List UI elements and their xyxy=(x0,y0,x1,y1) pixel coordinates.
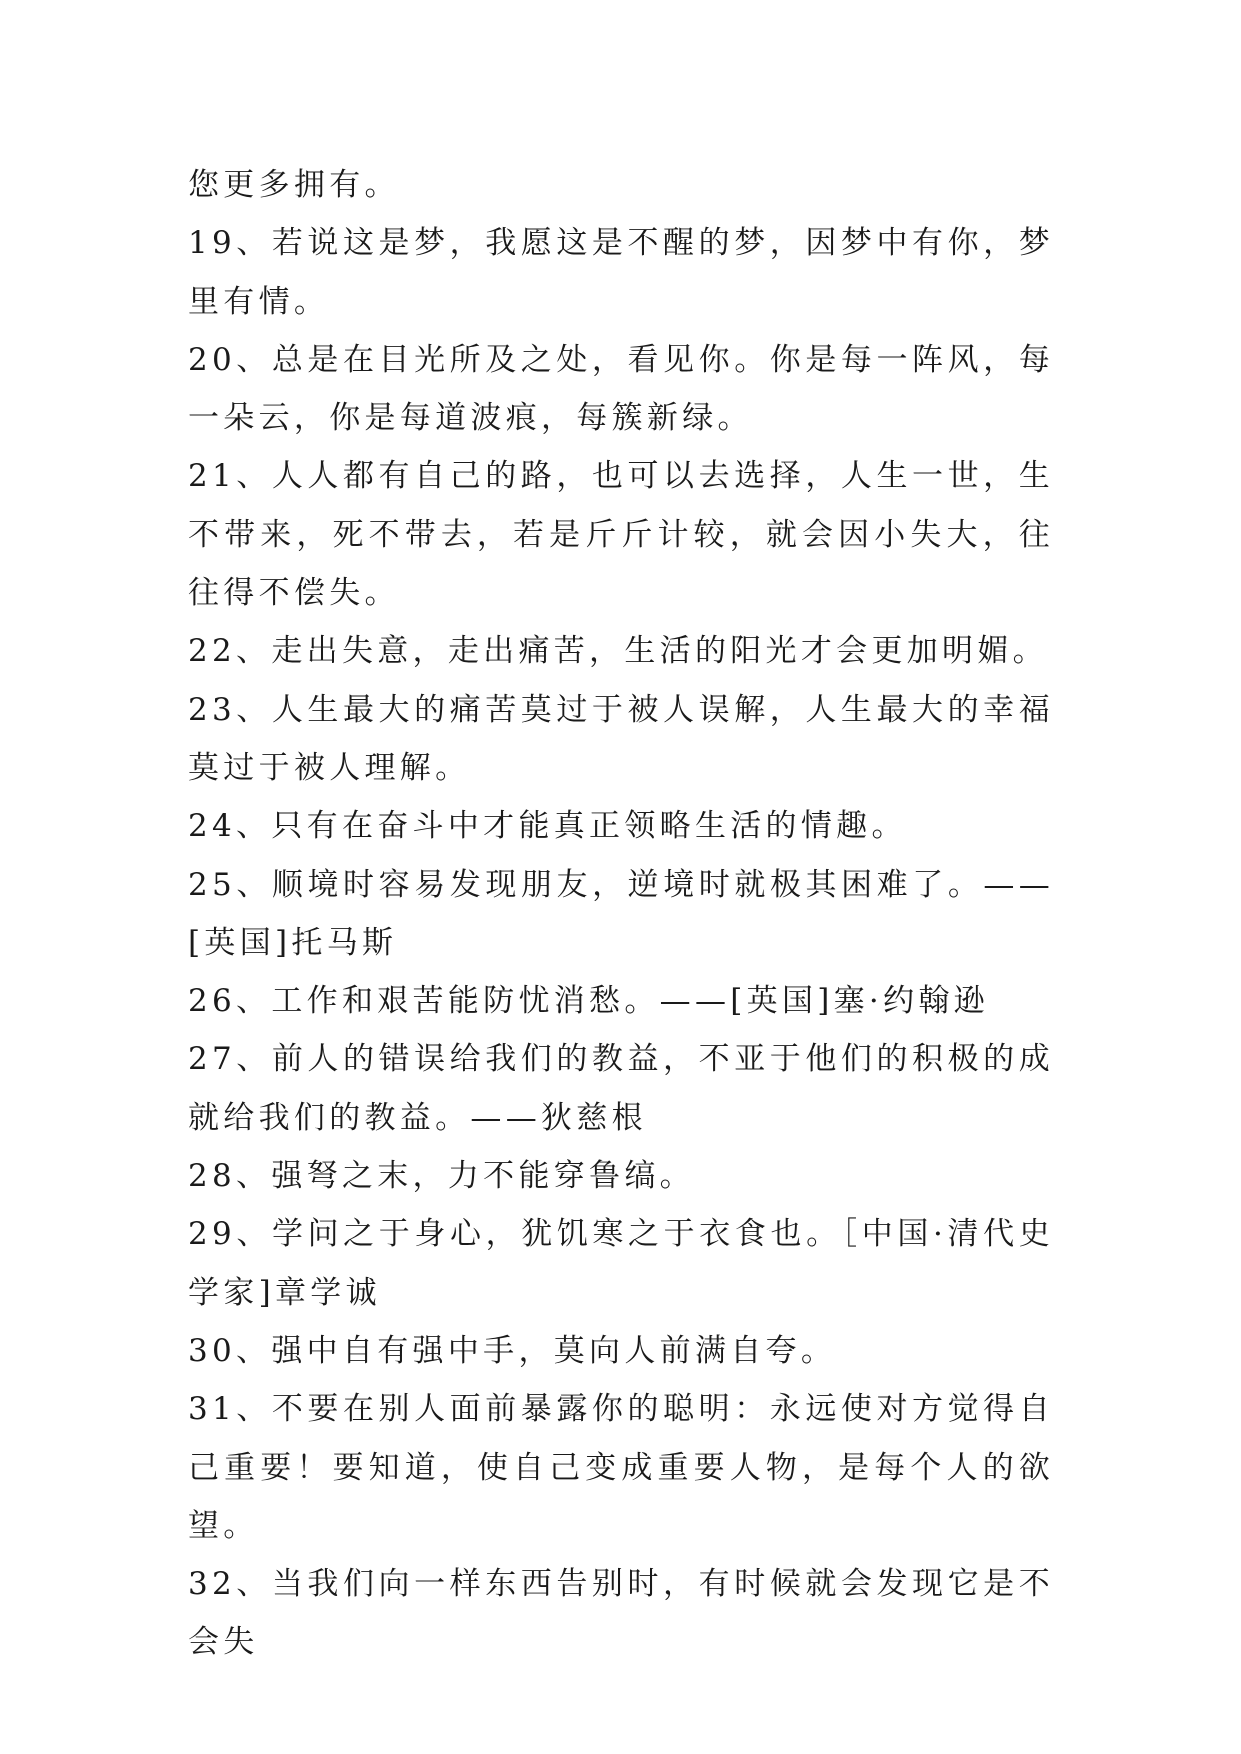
paragraph-quote-21: 21、人人都有自己的路，也可以去选择，人生一世，生不带来，死不带去，若是斤斤计较，就会因小失大，往往得不偿失。 xyxy=(188,458,1054,612)
paragraph-quote-26: 26、工作和艰苦能防忧消愁。——[英国]塞·约翰逊 xyxy=(188,983,989,1020)
text-body xyxy=(188,156,1054,1672)
paragraph-quote-29: 29、学问之于身心，犹饥寒之于衣食也。［中国·清代史学家]章学诚 xyxy=(188,1216,1054,1311)
paragraph-quote-31: 31、不要在别人面前暴露你的聪明：永远使对方觉得自己重要！要知道，使自己变成重要人物，是每个人的欲望。 xyxy=(188,1391,1054,1544)
paragraph-quote-24: 24、只有在奋斗中才能真正领略生活的情趣。 xyxy=(188,808,907,845)
paragraph-quote-27: 27、前人的错误给我们的教益，不亚于他们的积极的成就给我们的教益。——狄慈根 xyxy=(188,1041,1054,1136)
paragraph-quote-25: 25、顺境时容易发现朋友，逆境时就极其困难了。——[英国]托马斯 xyxy=(188,866,1054,961)
paragraph-quote-30: 30、强中自有强中手，莫向人前满自夸。 xyxy=(188,1332,837,1369)
paragraph-quote-32: 32、当我们向一样东西告别时，有时候就会发现它是不会失 xyxy=(188,1566,1054,1661)
paragraph-quote-28: 28、强弩之末，力不能穿鲁缟。 xyxy=(188,1158,695,1195)
paragraph-quote-20: 20、总是在目光所及之处，看见你。你是每一阵风，每一朵云，你是每道波痕，每簇新绿。 xyxy=(188,341,1054,437)
paragraph-quote-22: 22、走出失意，走出痛苦，生活的阳光才会更加明媚。 xyxy=(188,633,1048,670)
paragraph-continuation: 您更多拥有。 xyxy=(188,167,400,203)
paragraph-quote-23: 23、人生最大的痛苦莫过于被人误解，人生最大的幸福莫过于被人理解。 xyxy=(188,691,1054,786)
paragraph-quote-19: 19、若说这是梦，我愿这是不醒的梦，因梦中有你，梦里有情。 xyxy=(188,225,1054,320)
